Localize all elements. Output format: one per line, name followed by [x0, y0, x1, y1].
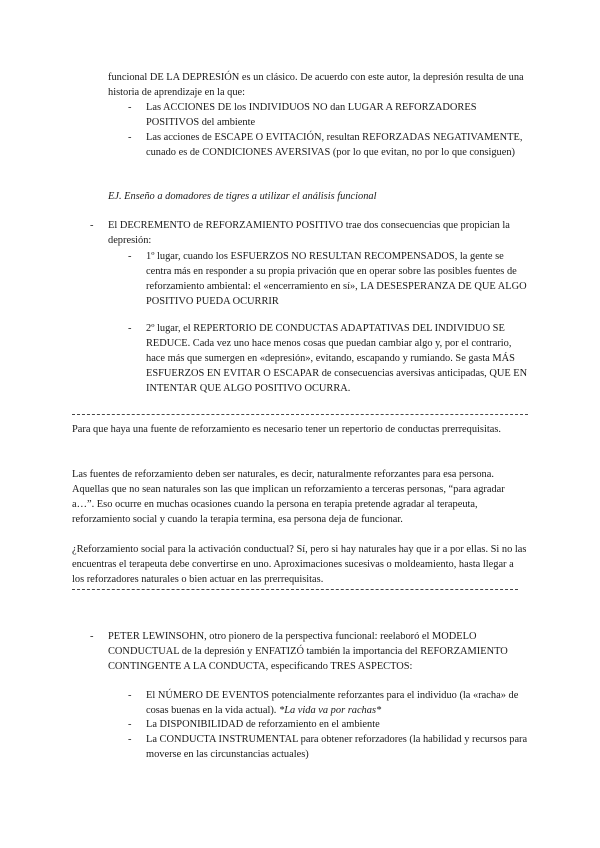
- note-text-3: ¿Reforzamiento social para la activación conductual? Sí, pero si hay naturales hay que ir a por ellas. Si no las encuentras el terapeuta debe convertirse en uno. Aproximaciones sucesivas o moldeamiento, hasta llegar a los reforzadores naturales o bien actuar en las prerrequisitas.: [72, 544, 527, 585]
- note-paragraph-3: [72, 542, 528, 587]
- bullet-dash: -: [128, 102, 132, 113]
- bullet-dash: -: [128, 734, 132, 745]
- lewinsohn-sub-1: [128, 688, 528, 718]
- bullet-dash: -: [128, 323, 132, 334]
- decrement-sub-2: [128, 321, 530, 396]
- lewinsohn-sub-3-text: La CONDUCTA INSTRUMENTAL para obtener reforzadores (la habilidad y recursos para moverse en las circunstancias actuales): [146, 734, 528, 760]
- bullet-dash: -: [128, 690, 132, 701]
- note-paragraph-2: [72, 467, 528, 527]
- intro-item-1-text: Las ACCIONES DE los INDIVIDUOS NO dan LUGAR A REFORZADORES POSITIVOS del ambiente: [146, 102, 477, 128]
- intro-text: funcional DE LA DEPRESIÓN es un clásico. De acuerdo con este autor, la depresión resulta de una historia de aprendizaje en la que:: [108, 72, 524, 98]
- bullet-dash: -: [90, 631, 94, 642]
- decrement-sub-2-text: 2º lugar, el REPERTORIO DE CONDUCTAS ADAPTATIVAS DEL INDIVIDUO SE REDUCE. Cada vez uno hace menos cosas que puedan cambiar algo y, por el contrario, hace más que sumergen en «depresión», evitando, escapando y rumiando. Se gasta MÁS ESFUERZOS EN EVITAR O ESCAPAR de consecuencias aversivas anticipadas, QUE EN INTENTAR QUE ALGO POSITIVO OCURRA.: [146, 323, 528, 394]
- intro-item-2-text: Las acciones de ESCAPE O EVITACIÓN, resultan REFORZADAS NEGATIVAMENTE, cunado es de CONDICIONES AVERSIVAS (por lo que evitan, no por lo que consiguen): [146, 132, 523, 158]
- note-text-2: Las fuentes de reforzamiento deben ser naturales, es decir, naturalmente reforzantes para esa persona. Aquellas que no sean naturales son las que implican un reforzamiento a terceras personas, “para agradar a…”. Eso ocurre en muchas ocasiones cuando la persona en terapia pretende agradar al terapeuta, reforzamiento social y cuando la terapia termina, esa persona deja de funcionar.: [72, 469, 505, 525]
- note-text-1: Para que haya una fuente de reforzamiento es necesario tener un repertorio de conductas prerrequisitas.: [72, 424, 501, 435]
- lewinsohn-item: [90, 629, 528, 674]
- intro-paragraph: [108, 70, 528, 100]
- bullet-dash: -: [128, 132, 132, 143]
- bullet-dash: -: [128, 251, 132, 262]
- lewinsohn-sub-2: [128, 717, 528, 732]
- decrement-text: El DECREMENTO de REFORZAMIENTO POSITIVO trae dos consecuencias que propician la depresión:: [108, 220, 510, 246]
- lewinsohn-sub-1-main: El NÚMERO DE EVENTOS potencialmente reforzantes para el individuo (la «racha» de cosas buenas en la vida actual).: [146, 690, 519, 716]
- lewinsohn-sub-1-text: [146, 688, 528, 718]
- intro-item-2: [128, 130, 528, 160]
- decrement-sub-1-text: 1º lugar, cuando los ESFUERZOS NO RESULTAN RECOMPENSADOS, la gente se centra más en responder a su propia privación que en operar sobre las posibles fuentes de reforzamiento ambiental: el «encerramiento en sí», LA DESESPERANZA DE QUE ALGO POSITIVO PUEDA OCURRIR: [146, 251, 527, 307]
- lewinsohn-text: PETER LEWINSOHN, otro pionero de la perspectiva funcional: reelaboró el MODELO CONDUCTUAL de la depresión y ENFATIZÓ también la importancia del REFORZAMIENTO CONTINGENTE A LA CONDUCTA, especificando TRES ASPECTOS:: [108, 631, 508, 672]
- bullet-dash: -: [90, 220, 94, 231]
- lewinsohn-sub-1-italic: *La vida va por rachas*: [279, 705, 382, 716]
- dashed-separator-bottom: [72, 589, 518, 590]
- lewinsohn-sub-2-text: La DISPONIBILIDAD de reforzamiento en el ambiente: [146, 719, 380, 730]
- decrement-sub-1: [128, 249, 530, 309]
- note-paragraph-1: [72, 422, 528, 437]
- example-line: [108, 189, 528, 204]
- decrement-item: [90, 218, 530, 248]
- dashed-separator-top: [72, 414, 528, 415]
- example-text: EJ. Enseño a domadores de tigres a utilizar el análisis funcional: [108, 191, 377, 202]
- lewinsohn-sub-3: [128, 732, 528, 762]
- intro-item-1: [128, 100, 528, 130]
- bullet-dash: -: [128, 719, 132, 730]
